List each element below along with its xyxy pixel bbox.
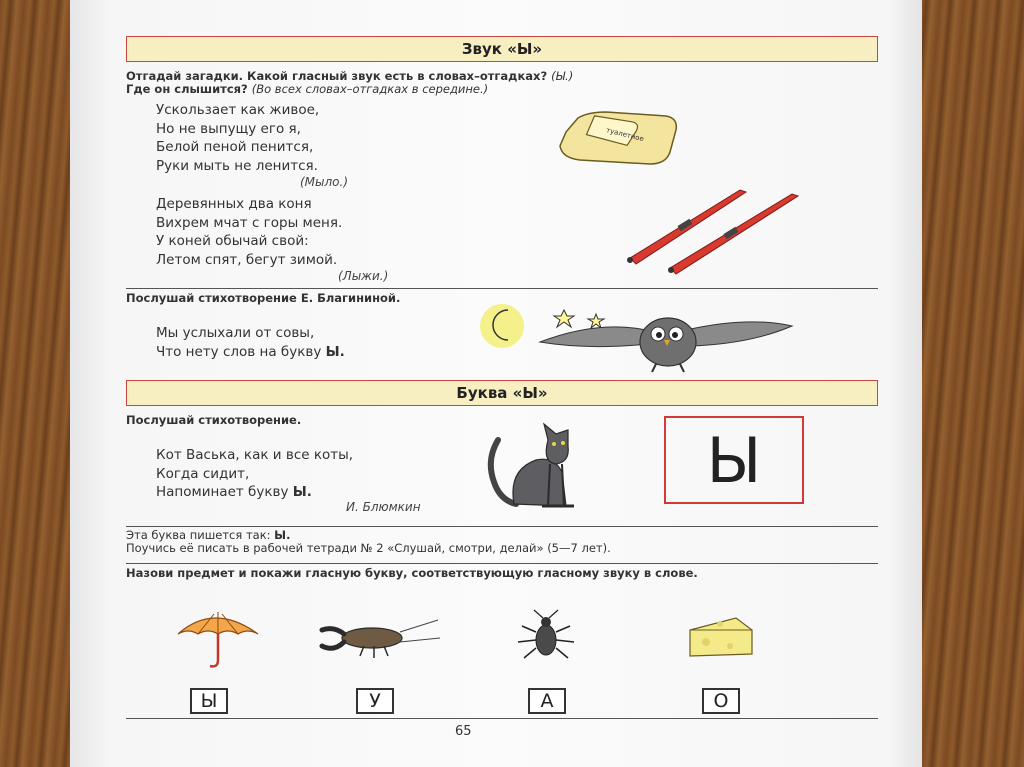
- poem-author: И. Блюмкин: [346, 500, 421, 514]
- beetle-illustration: [510, 610, 580, 666]
- riddle-soap: Ускользает как живое, Но не выпущу его я, Белой пеной пенится, Руки мыть не ленится.: [156, 102, 320, 174]
- riddle-instruction: Отгадай загадки. Какой гласный звук есть в словах–отгадках? (Ы.) Где он слышится? (Во всех словах–отгадках в середине.): [126, 69, 574, 96]
- letter-box-a[interactable]: А: [528, 688, 566, 714]
- listen-heading-blaginina: Послушай стихотворение Е. Благининой.: [126, 291, 401, 305]
- riddle-answer-skis: (Лыжи.): [338, 269, 389, 283]
- section-title-text: Буква «Ы»: [456, 384, 548, 402]
- soap-label: туалетное: [605, 126, 645, 144]
- crayfish-illustration: [314, 612, 444, 664]
- divider: [126, 288, 878, 289]
- listen-heading: Послушай стихотворение.: [126, 413, 302, 427]
- task-instruction: Назови предмет и покажи гласную букву, соответствующую гласному звуку в слове.: [126, 566, 698, 580]
- section-title-text: Звук «Ы»: [461, 40, 543, 58]
- umbrella-illustration: [174, 608, 264, 670]
- divider: [126, 563, 878, 564]
- riddle-skis: Деревянных два коня Вихрем мчат с горы меня. У коней обычай свой: Летом спят, бегут зимой.: [156, 196, 343, 268]
- writing-note: Эта буква пишется так: Ы. Поучись её писать в рабочей тетради № 2 «Слушай, смотри, делай» (5—7 лет).: [126, 528, 611, 555]
- riddle-answer-soap: (Мыло.): [300, 175, 349, 189]
- page-number: 65: [455, 724, 472, 739]
- letter-box-o[interactable]: О: [702, 688, 740, 714]
- section-title-sound-y: [126, 36, 878, 62]
- skis-illustration: [620, 186, 800, 276]
- section-title-letter-y: [126, 380, 878, 406]
- big-letter: Ы: [706, 423, 762, 497]
- divider: [126, 526, 878, 527]
- owl-poem: Мы услыхали от совы, Что нету слов на букву Ы.: [156, 325, 345, 360]
- soap-illustration: [558, 108, 683, 168]
- owl-night-illustration: [478, 300, 798, 380]
- letter-box-u[interactable]: У: [356, 688, 394, 714]
- textbook-page: [70, 0, 922, 767]
- cat-illustration: [484, 420, 604, 515]
- letter-box-y[interactable]: Ы: [190, 688, 228, 714]
- divider: [126, 718, 878, 719]
- big-letter-box: [664, 416, 804, 504]
- cat-poem: Кот Васька, как и все коты, Когда сидит, Напоминает букву Ы.: [156, 447, 354, 500]
- cheese-illustration: [686, 614, 756, 660]
